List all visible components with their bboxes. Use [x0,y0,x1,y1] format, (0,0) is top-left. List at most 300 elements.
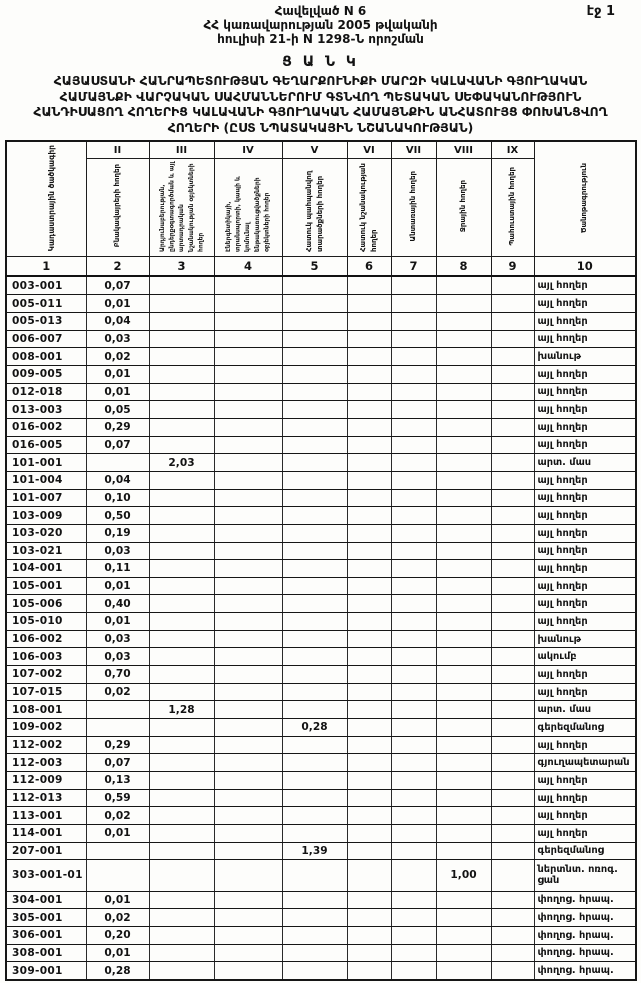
settlement-value-cell: 0,40 [86,595,149,613]
table-row [6,401,636,419]
protected-value-cell [282,560,347,578]
special-value-cell [347,295,391,313]
table-row [6,630,636,648]
special-value-cell [347,276,391,294]
table-row [6,295,636,313]
water-value-cell [436,401,491,419]
note-cell: այլ հողեր [534,683,636,701]
cadastral-code-cell: 105-010 [6,613,86,631]
energy-value-cell [214,613,282,631]
table-row [6,489,636,507]
industrial-value-cell [149,348,214,366]
note-cell: այլ հողեր [534,312,636,330]
industrial-value-cell [149,560,214,578]
energy-value-cell [214,666,282,684]
forest-value-cell [391,383,436,401]
col-num-9: 9 [491,257,534,277]
note-cell: գերեզմանոց [534,842,636,860]
reserve-value-cell [491,436,534,454]
settlement-value-cell: 0,29 [86,418,149,436]
special-value-cell [347,736,391,754]
table-row [6,754,636,772]
forest-value-cell [391,683,436,701]
settlement-value-cell: 0,01 [86,383,149,401]
settlement-value-cell: 0,02 [86,348,149,366]
energy-value-cell [214,454,282,472]
industrial-value-cell [149,909,214,927]
protected-value-cell [282,295,347,313]
water-value-cell [436,648,491,666]
header-remarks: Ծանոթագրություն [534,141,636,257]
protected-value-cell [282,312,347,330]
col-num-2: 2 [86,257,149,277]
protected-value-cell [282,365,347,383]
energy-value-cell [214,630,282,648]
special-value-cell [347,648,391,666]
settlement-value-cell: 0,07 [86,754,149,772]
energy-value-cell [214,719,282,737]
special-value-cell [347,595,391,613]
energy-value-cell [214,330,282,348]
list-title: Ց Ա Ն Կ [282,54,359,71]
cadastral-code-cell: 107-002 [6,666,86,684]
settlement-value-cell [86,860,149,891]
cadastral-code-cell: 103-020 [6,524,86,542]
special-value-cell [347,860,391,891]
industrial-value-cell [149,630,214,648]
industrial-value-cell [149,736,214,754]
reserve-value-cell [491,962,534,981]
protected-value-cell [282,944,347,962]
protected-value-cell [282,891,347,909]
special-value-cell [347,926,391,944]
protected-value-cell [282,348,347,366]
cadastral-code-cell: 101-001 [6,454,86,472]
reserve-value-cell [491,348,534,366]
industrial-value-cell [149,507,214,525]
table-body [6,276,636,980]
note-cell: արտ. մաս [534,454,636,472]
settlement-value-cell [86,719,149,737]
settlement-value-cell: 0,50 [86,507,149,525]
water-value-cell [436,436,491,454]
table-row [6,524,636,542]
cadastral-code-cell: 207-001 [6,842,86,860]
special-value-cell [347,365,391,383]
settlement-value-cell: 0,02 [86,683,149,701]
header-special-purpose-lands: Հատուկ նշանակության հողեր [347,159,391,257]
energy-value-cell [214,789,282,807]
table-row [6,772,636,790]
special-value-cell [347,577,391,595]
forest-value-cell [391,842,436,860]
water-value-cell [436,891,491,909]
settlement-value-cell: 0,07 [86,436,149,454]
reserve-value-cell [491,630,534,648]
special-value-cell [347,560,391,578]
industrial-value-cell [149,365,214,383]
protected-value-cell [282,754,347,772]
protected-value-cell [282,825,347,843]
note-cell: արտ. մաս [534,701,636,719]
cadastral-code-cell: 105-001 [6,577,86,595]
industrial-value-cell [149,842,214,860]
cadastral-code-cell: 008-001 [6,348,86,366]
settlement-value-cell: 0,04 [86,312,149,330]
special-value-cell [347,754,391,772]
energy-value-cell [214,926,282,944]
water-value-cell [436,348,491,366]
settlement-value-cell: 0,01 [86,944,149,962]
note-cell: այլ հողեր [534,825,636,843]
numeral-VII: VII [391,141,436,159]
protected-value-cell [282,595,347,613]
header-industrial-lands: Արդյունաբերության, ընդերքօգտագործման և այլ արտադրական նշանակության օբյեկտների հողեր [149,159,214,257]
protected-value-cell [282,701,347,719]
energy-value-cell [214,489,282,507]
cadastral-code-cell: 112-003 [6,754,86,772]
industrial-value-cell [149,489,214,507]
industrial-value-cell [149,789,214,807]
table-row [6,825,636,843]
settlement-value-cell: 0,01 [86,825,149,843]
forest-value-cell [391,909,436,927]
table-row [6,348,636,366]
settlement-value-cell: 0,01 [86,295,149,313]
industrial-value-cell [149,312,214,330]
industrial-value-cell [149,330,214,348]
table-row [6,595,636,613]
energy-value-cell [214,312,282,330]
table-row [6,683,636,701]
note-cell: այլ հողեր [534,365,636,383]
energy-value-cell [214,471,282,489]
protected-value-cell [282,789,347,807]
settlement-value-cell [86,701,149,719]
water-value-cell [436,560,491,578]
col-num-3: 3 [149,257,214,277]
cadastral-code-cell: 012-018 [6,383,86,401]
settlement-value-cell: 0,11 [86,560,149,578]
settlement-value-cell: 0,02 [86,807,149,825]
reserve-value-cell [491,891,534,909]
special-value-cell [347,701,391,719]
reserve-value-cell [491,807,534,825]
reserve-value-cell [491,295,534,313]
energy-value-cell [214,348,282,366]
special-value-cell [347,719,391,737]
note-cell: խանութ [534,348,636,366]
water-value-cell [436,507,491,525]
water-value-cell [436,825,491,843]
note-cell: այլ հողեր [534,507,636,525]
settlement-value-cell: 0,59 [86,789,149,807]
cadastral-code-cell: 308-001 [6,944,86,962]
industrial-value-cell [149,542,214,560]
cadastral-code-cell: 113-001 [6,807,86,825]
energy-value-cell [214,807,282,825]
reserve-value-cell [491,365,534,383]
water-value-cell [436,613,491,631]
water-value-cell [436,312,491,330]
settlement-value-cell: 0,02 [86,909,149,927]
protected-value-cell [282,962,347,981]
settlement-value-cell: 0,70 [86,666,149,684]
reserve-value-cell [491,926,534,944]
water-value-cell [436,471,491,489]
energy-value-cell [214,891,282,909]
settlement-value-cell: 0,01 [86,891,149,909]
industrial-value-cell [149,577,214,595]
protected-value-cell [282,489,347,507]
settlement-value-cell: 0,01 [86,613,149,631]
protected-value-cell [282,860,347,891]
reserve-value-cell [491,754,534,772]
forest-value-cell [391,276,436,294]
water-value-cell [436,944,491,962]
numeral-VIII: VIII [436,141,491,159]
water-value-cell [436,701,491,719]
header-forest-lands: Անտառային հողեր [391,159,436,257]
header-cadastral-code: Կադաստրային ծածկագիր [6,141,86,257]
industrial-value-cell [149,383,214,401]
water-value-cell [436,489,491,507]
reserve-value-cell [491,683,534,701]
water-value-cell [436,754,491,772]
cadastral-code-cell: 005-013 [6,312,86,330]
water-value-cell [436,909,491,927]
water-value-cell [436,926,491,944]
column-number-row [6,257,636,277]
special-value-cell [347,418,391,436]
special-value-cell [347,436,391,454]
note-cell: այլ հողեր [534,436,636,454]
numeral-III: III [149,141,214,159]
energy-value-cell [214,418,282,436]
settlement-value-cell: 0,04 [86,471,149,489]
forest-value-cell [391,560,436,578]
forest-value-cell [391,471,436,489]
document-header [0,0,641,46]
reserve-value-cell [491,860,534,891]
appendix-line-3: հուլիսի 21-ի N 1298-Ն որոշման [217,32,424,47]
protected-value-cell [282,577,347,595]
table-row [6,701,636,719]
cadastral-code-cell: 112-013 [6,789,86,807]
forest-value-cell [391,542,436,560]
cadastral-code-cell: 112-002 [6,736,86,754]
cadastral-code-cell: 103-021 [6,542,86,560]
special-value-cell [347,524,391,542]
water-value-cell [436,736,491,754]
energy-value-cell [214,842,282,860]
header-water-lands: Ջրային հողեր [436,159,491,257]
energy-value-cell [214,860,282,891]
reserve-value-cell [491,701,534,719]
cadastral-code-cell: 005-011 [6,295,86,313]
reserve-value-cell [491,909,534,927]
water-value-cell [436,542,491,560]
header-energy-transport-lands: Էներգետիկայի, տրանսպորտի, կապի և կոմունալ ենթակառուցվածքների օբյեկտների հողեր [214,159,282,257]
industrial-value-cell [149,719,214,737]
cadastral-code-cell: 114-001 [6,825,86,843]
table-row [6,926,636,944]
numeral-II: II [86,141,149,159]
water-value-cell [436,383,491,401]
cadastral-code-cell: 306-001 [6,926,86,944]
protected-value-cell [282,909,347,927]
table-row [6,365,636,383]
table-row [6,471,636,489]
forest-value-cell [391,436,436,454]
forest-value-cell [391,312,436,330]
special-value-cell [347,330,391,348]
reserve-value-cell [491,825,534,843]
water-value-cell: 1,00 [436,860,491,891]
cadastral-code-cell: 109-002 [6,719,86,737]
water-value-cell [436,577,491,595]
forest-value-cell [391,507,436,525]
settlement-value-cell: 0,29 [86,736,149,754]
industrial-value-cell [149,418,214,436]
protected-value-cell [282,524,347,542]
cadastral-code-cell: 304-001 [6,891,86,909]
header-protected-lands: Հատուկ պահպանվող տարածքների հողեր [282,159,347,257]
energy-value-cell [214,683,282,701]
col-num-10: 10 [534,257,636,277]
settlement-value-cell: 0,03 [86,330,149,348]
title-line-3: ՀԱՆԴԻՍԱՑՈՂ ՀՈՂԵՐԻՑ ԿԱԼԱՎԱՆԻ ԳՅՈՒՂԱԿԱՆ ՀԱՄԱՅՆՔԻՆ ԱՆՀԱՏՈՒՅՑ ՓՈԽԱՆՑՎՈՂ [33,104,608,120]
table-row [6,276,636,294]
table-row [6,542,636,560]
special-value-cell [347,666,391,684]
document-title [0,73,641,135]
reserve-value-cell [491,595,534,613]
protected-value-cell [282,383,347,401]
protected-value-cell [282,648,347,666]
reserve-value-cell [491,312,534,330]
roman-numeral-row [6,141,636,159]
energy-value-cell [214,365,282,383]
forest-value-cell [391,524,436,542]
energy-value-cell [214,944,282,962]
cadastral-code-cell: 106-002 [6,630,86,648]
reserve-value-cell [491,401,534,419]
forest-value-cell [391,418,436,436]
energy-value-cell [214,909,282,927]
note-cell: այլ հողեր [534,418,636,436]
note-cell: այլ հողեր [534,789,636,807]
special-value-cell [347,789,391,807]
water-value-cell [436,842,491,860]
energy-value-cell [214,825,282,843]
settlement-value-cell: 0,05 [86,401,149,419]
forest-value-cell [391,666,436,684]
protected-value-cell [282,401,347,419]
water-value-cell [436,595,491,613]
forest-value-cell [391,772,436,790]
note-cell: այլ հողեր [534,772,636,790]
note-cell: այլ հողեր [534,489,636,507]
settlement-value-cell [86,842,149,860]
cadastral-code-cell: 016-005 [6,436,86,454]
protected-value-cell [282,471,347,489]
special-value-cell [347,683,391,701]
appendix-line-1: Հավելված N 6 [274,4,367,18]
note-cell: այլ հողեր [534,524,636,542]
note-cell: այլ հողեր [534,736,636,754]
protected-value-cell [282,454,347,472]
energy-value-cell [214,595,282,613]
table-row [6,436,636,454]
protected-value-cell [282,630,347,648]
protected-value-cell: 0,28 [282,719,347,737]
forest-value-cell [391,595,436,613]
table-row [6,962,636,981]
forest-value-cell [391,348,436,366]
cadastral-code-cell: 101-004 [6,471,86,489]
col-num-7: 7 [391,257,436,277]
table-row [6,909,636,927]
settlement-value-cell: 0,03 [86,648,149,666]
reserve-value-cell [491,648,534,666]
table-row [6,613,636,631]
industrial-value-cell: 1,28 [149,701,214,719]
special-value-cell [347,630,391,648]
cadastral-code-cell: 305-001 [6,909,86,927]
industrial-value-cell [149,401,214,419]
note-cell: ակումբ [534,648,636,666]
table-row [6,648,636,666]
forest-value-cell [391,944,436,962]
table-row [6,842,636,860]
numeral-IX: IX [491,141,534,159]
energy-value-cell [214,401,282,419]
title-line-1: ՀԱՅԱՍՏԱՆԻ ՀԱՆՐԱՊԵՏՈՒԹՅԱՆ ԳԵՂԱՐՔՈՒՆԻՔԻ ՄԱՐԶԻ ԿԱԼԱՎԱՆԻ ԳՅՈՒՂԱԿԱՆ [53,73,588,89]
industrial-value-cell [149,944,214,962]
water-value-cell [436,630,491,648]
energy-value-cell [214,648,282,666]
cadastral-code-cell: 106-003 [6,648,86,666]
special-value-cell [347,471,391,489]
reserve-value-cell [491,772,534,790]
industrial-value-cell [149,295,214,313]
industrial-value-cell [149,683,214,701]
header-settlement-lands: Բնակավայրերի հողեր [86,159,149,257]
col-num-6: 6 [347,257,391,277]
industrial-value-cell [149,772,214,790]
settlement-value-cell: 0,07 [86,276,149,294]
special-value-cell [347,312,391,330]
table-row [6,736,636,754]
forest-value-cell [391,719,436,737]
cadastral-code-cell: 016-002 [6,418,86,436]
water-value-cell [436,772,491,790]
forest-value-cell [391,860,436,891]
note-cell: այլ հողեր [534,666,636,684]
header-reserve-lands: Պահուստային հողեր [491,159,534,257]
settlement-value-cell: 0,10 [86,489,149,507]
energy-value-cell [214,436,282,454]
industrial-value-cell [149,754,214,772]
forest-value-cell [391,701,436,719]
table-row [6,944,636,962]
industrial-value-cell [149,962,214,981]
special-value-cell [347,542,391,560]
protected-value-cell [282,926,347,944]
protected-value-cell: 1,39 [282,842,347,860]
cadastral-code-cell: 013-003 [6,401,86,419]
